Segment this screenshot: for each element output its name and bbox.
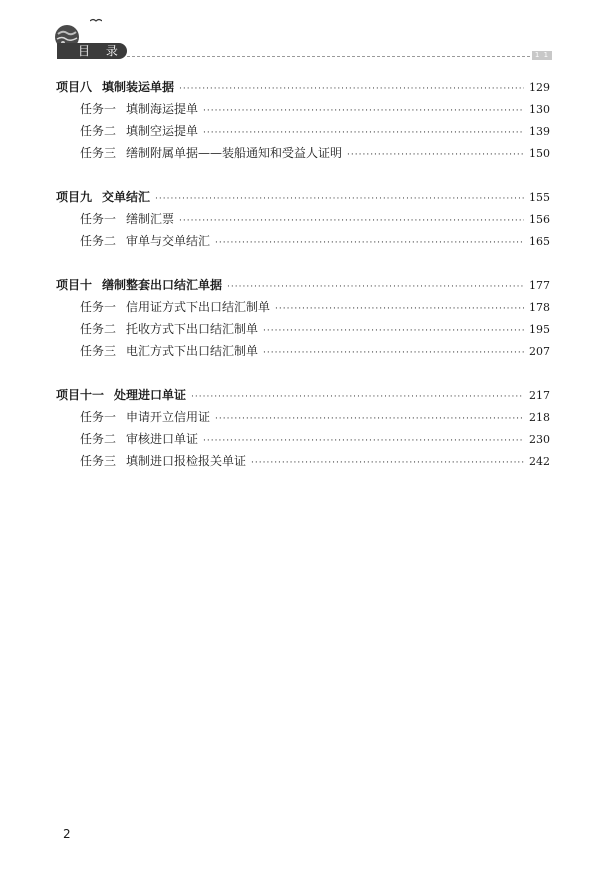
page-number-ref: 177	[529, 279, 550, 292]
task-title: 缮制汇票	[126, 212, 175, 226]
task-number: 任务一	[80, 102, 117, 116]
task-number: 任务三	[80, 146, 117, 160]
toc-task-entry[interactable]	[56, 450, 550, 472]
page-number-ref: 156	[529, 213, 550, 226]
page-number-ref: 150	[529, 147, 550, 160]
page-number-ref: 129	[529, 81, 550, 94]
dot-leader	[191, 386, 524, 408]
dot-leader	[263, 320, 524, 342]
page-number-ref: 178	[529, 301, 550, 314]
task-title: 信用证方式下出口结汇制单	[126, 300, 271, 314]
page-number-ref: 165	[529, 235, 550, 248]
toc-task-entry[interactable]	[56, 318, 550, 340]
task-number: 任务一	[80, 212, 117, 226]
bird-icon	[90, 18, 102, 24]
header-dashed-rule	[127, 56, 530, 57]
toc-project-entry[interactable]	[56, 186, 550, 208]
page-number-ref: 217	[529, 389, 550, 402]
task-number: 任务二	[80, 322, 117, 336]
page-number-ref: 195	[529, 323, 550, 336]
dot-leader	[179, 78, 524, 100]
page-number-ref: 139	[529, 125, 550, 138]
page-number-ref: 155	[529, 191, 550, 204]
toc-task-entry[interactable]	[56, 98, 550, 120]
dot-leader	[155, 188, 524, 210]
project-number: 项目九	[56, 190, 93, 204]
toc-group	[56, 384, 550, 472]
toc-heading: 目 录	[78, 44, 124, 58]
dot-leader	[347, 144, 524, 166]
project-title: 交单结汇	[102, 190, 151, 204]
toc-task-entry[interactable]	[56, 230, 550, 252]
task-title: 托收方式下出口结汇制单	[126, 322, 259, 336]
task-title: 审核进口单证	[126, 432, 199, 446]
dot-leader	[227, 276, 524, 298]
dot-leader	[203, 430, 524, 452]
toc-group	[56, 186, 550, 252]
task-title: 填制海运提单	[126, 102, 199, 116]
dot-leader	[215, 232, 524, 254]
toc-project-entry[interactable]	[56, 76, 550, 98]
dot-leader	[263, 342, 524, 364]
project-number: 项目十一	[56, 388, 105, 402]
toc-task-entry[interactable]	[56, 428, 550, 450]
dot-leader	[251, 452, 524, 474]
project-number: 项目十	[56, 278, 93, 292]
dot-leader	[203, 122, 524, 144]
page-number-ref: 242	[529, 455, 550, 468]
dot-leader	[203, 100, 524, 122]
toc-task-entry[interactable]	[56, 340, 550, 362]
task-number: 任务一	[80, 410, 117, 424]
header-page-mark: 1 1 1	[532, 51, 552, 60]
toc-task-entry[interactable]	[56, 296, 550, 318]
toc-project-entry[interactable]	[56, 384, 550, 406]
task-title: 缮制附属单据——装船通知和受益人证明	[126, 146, 343, 160]
task-number: 任务三	[80, 454, 117, 468]
task-number: 任务三	[80, 344, 117, 358]
page-footer-number: 2	[63, 827, 71, 841]
toc-group	[56, 274, 550, 362]
toc-task-entry[interactable]	[56, 208, 550, 230]
toc-task-entry[interactable]	[56, 120, 550, 142]
toc-task-entry[interactable]	[56, 406, 550, 428]
task-number: 任务二	[80, 124, 117, 138]
page-number-ref: 207	[529, 345, 550, 358]
task-number: 任务二	[80, 432, 117, 446]
project-title: 填制装运单据	[102, 80, 175, 94]
toc-task-entry[interactable]	[56, 142, 550, 164]
task-title: 填制进口报检报关单证	[126, 454, 247, 468]
dot-leader	[215, 408, 524, 430]
task-title: 填制空运提单	[126, 124, 199, 138]
table-of-contents	[56, 76, 550, 494]
toc-project-entry[interactable]	[56, 274, 550, 296]
page-header	[0, 0, 611, 70]
task-number: 任务一	[80, 300, 117, 314]
page-number-ref: 230	[529, 433, 550, 446]
project-title: 缮制整套出口结汇单据	[102, 278, 223, 292]
task-title: 电汇方式下出口结汇制单	[126, 344, 259, 358]
toc-group	[56, 76, 550, 164]
dot-leader	[275, 298, 524, 320]
task-number: 任务二	[80, 234, 117, 248]
project-title: 处理进口单证	[114, 388, 187, 402]
page-number-ref: 218	[529, 411, 550, 424]
page-number-ref: 130	[529, 103, 550, 116]
dot-leader	[179, 210, 524, 232]
task-title: 审单与交单结汇	[126, 234, 211, 248]
task-title: 申请开立信用证	[126, 410, 211, 424]
project-number: 项目八	[56, 80, 93, 94]
